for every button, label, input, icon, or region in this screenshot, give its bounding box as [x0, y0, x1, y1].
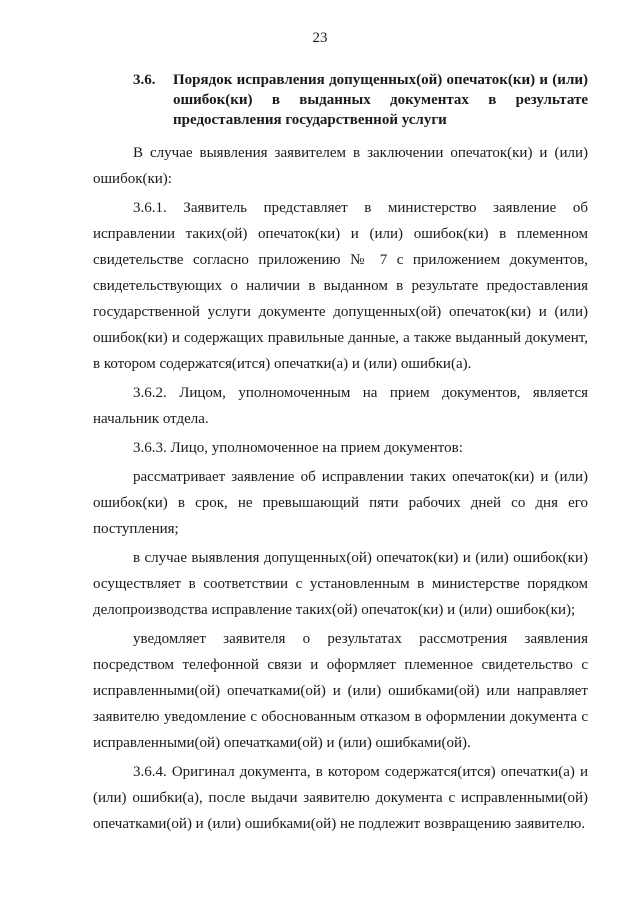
section-number: 3.6. [133, 72, 156, 88]
paragraph [93, 435, 588, 461]
paragraph [93, 380, 588, 432]
section-title: Порядок исправления допущенных(ой) опечаток(ки) и (или) ошибок(ки) в выданных документах в результате предоставления государственной услуги [173, 72, 588, 128]
paragraph [93, 195, 588, 377]
paragraph-text: Оригинал документа, в котором содержатся(ится) опечатки(а) и (или) ошибки(а), после выдачи заявителю документа с исправленными(ой) опечатками(ой) и (или) ошибками(ой) не подлежит возвращению заявителю. [93, 764, 588, 832]
paragraph [93, 464, 588, 542]
page-number: 23 [312, 30, 328, 46]
paragraph-text: в случае выявления допущенных(ой) опечаток(ки) и (или) ошибок(ки) осуществляет в соответствии с установленным в министерстве порядком делопроизводства исправление таких(ой) опечаток(ки) и (или) ошибок(ки); [93, 550, 588, 618]
paragraph-text: Заявитель представляет в министерство заявление об исправлении таких(ой) опечаток(ки) и (или) ошибок(ки) в племенном свидетельстве согласно приложению № 7 с приложением документов, свидетельствующих о наличии в выданном в результате предоставления государственной услуги документе допущенных(ой) опечаток(ки) и (или) ошибок(ки) и содержащих правильные данные, а также выданный документ, в котором содержатся(ится) опечатки(а) и (или) ошибки(а). [93, 200, 588, 372]
paragraph-number: 3.6.2. [133, 385, 167, 401]
paragraph-text: уведомляет заявителя о результатах рассмотрения заявления посредством телефонной связи и оформляет племенное свидетельство с исправленными(ой) опечатками(ой) и (или) ошибками(ой) или направляет заявителю уведомление с обоснованным отказом в оформлении документа с исправленными(ой) опечатками(ой) и (или) ошибками(ой). [93, 631, 588, 751]
paragraph-text: Лицом, уполномоченным на прием документов, является начальник отдела. [93, 385, 588, 427]
section-heading [133, 70, 588, 130]
paragraph [93, 140, 588, 192]
paragraph-number: 3.6.4. [133, 764, 167, 780]
paragraph [93, 759, 588, 837]
paragraph [93, 626, 588, 756]
document-body [93, 140, 588, 840]
paragraph-number: 3.6.3. [133, 440, 167, 456]
paragraph-text: В случае выявления заявителем в заключении опечаток(ки) и (или) ошибок(ки): [93, 145, 588, 187]
paragraph-number: 3.6.1. [133, 200, 167, 216]
paragraph-text: Лицо, уполномоченное на прием документов: [166, 440, 463, 456]
paragraph [93, 545, 588, 623]
paragraph-text: рассматривает заявление об исправлении таких опечаток(ки) и (или) ошибок(ки) в срок, не превышающий пяти рабочих дней со дня его поступления; [93, 469, 588, 537]
